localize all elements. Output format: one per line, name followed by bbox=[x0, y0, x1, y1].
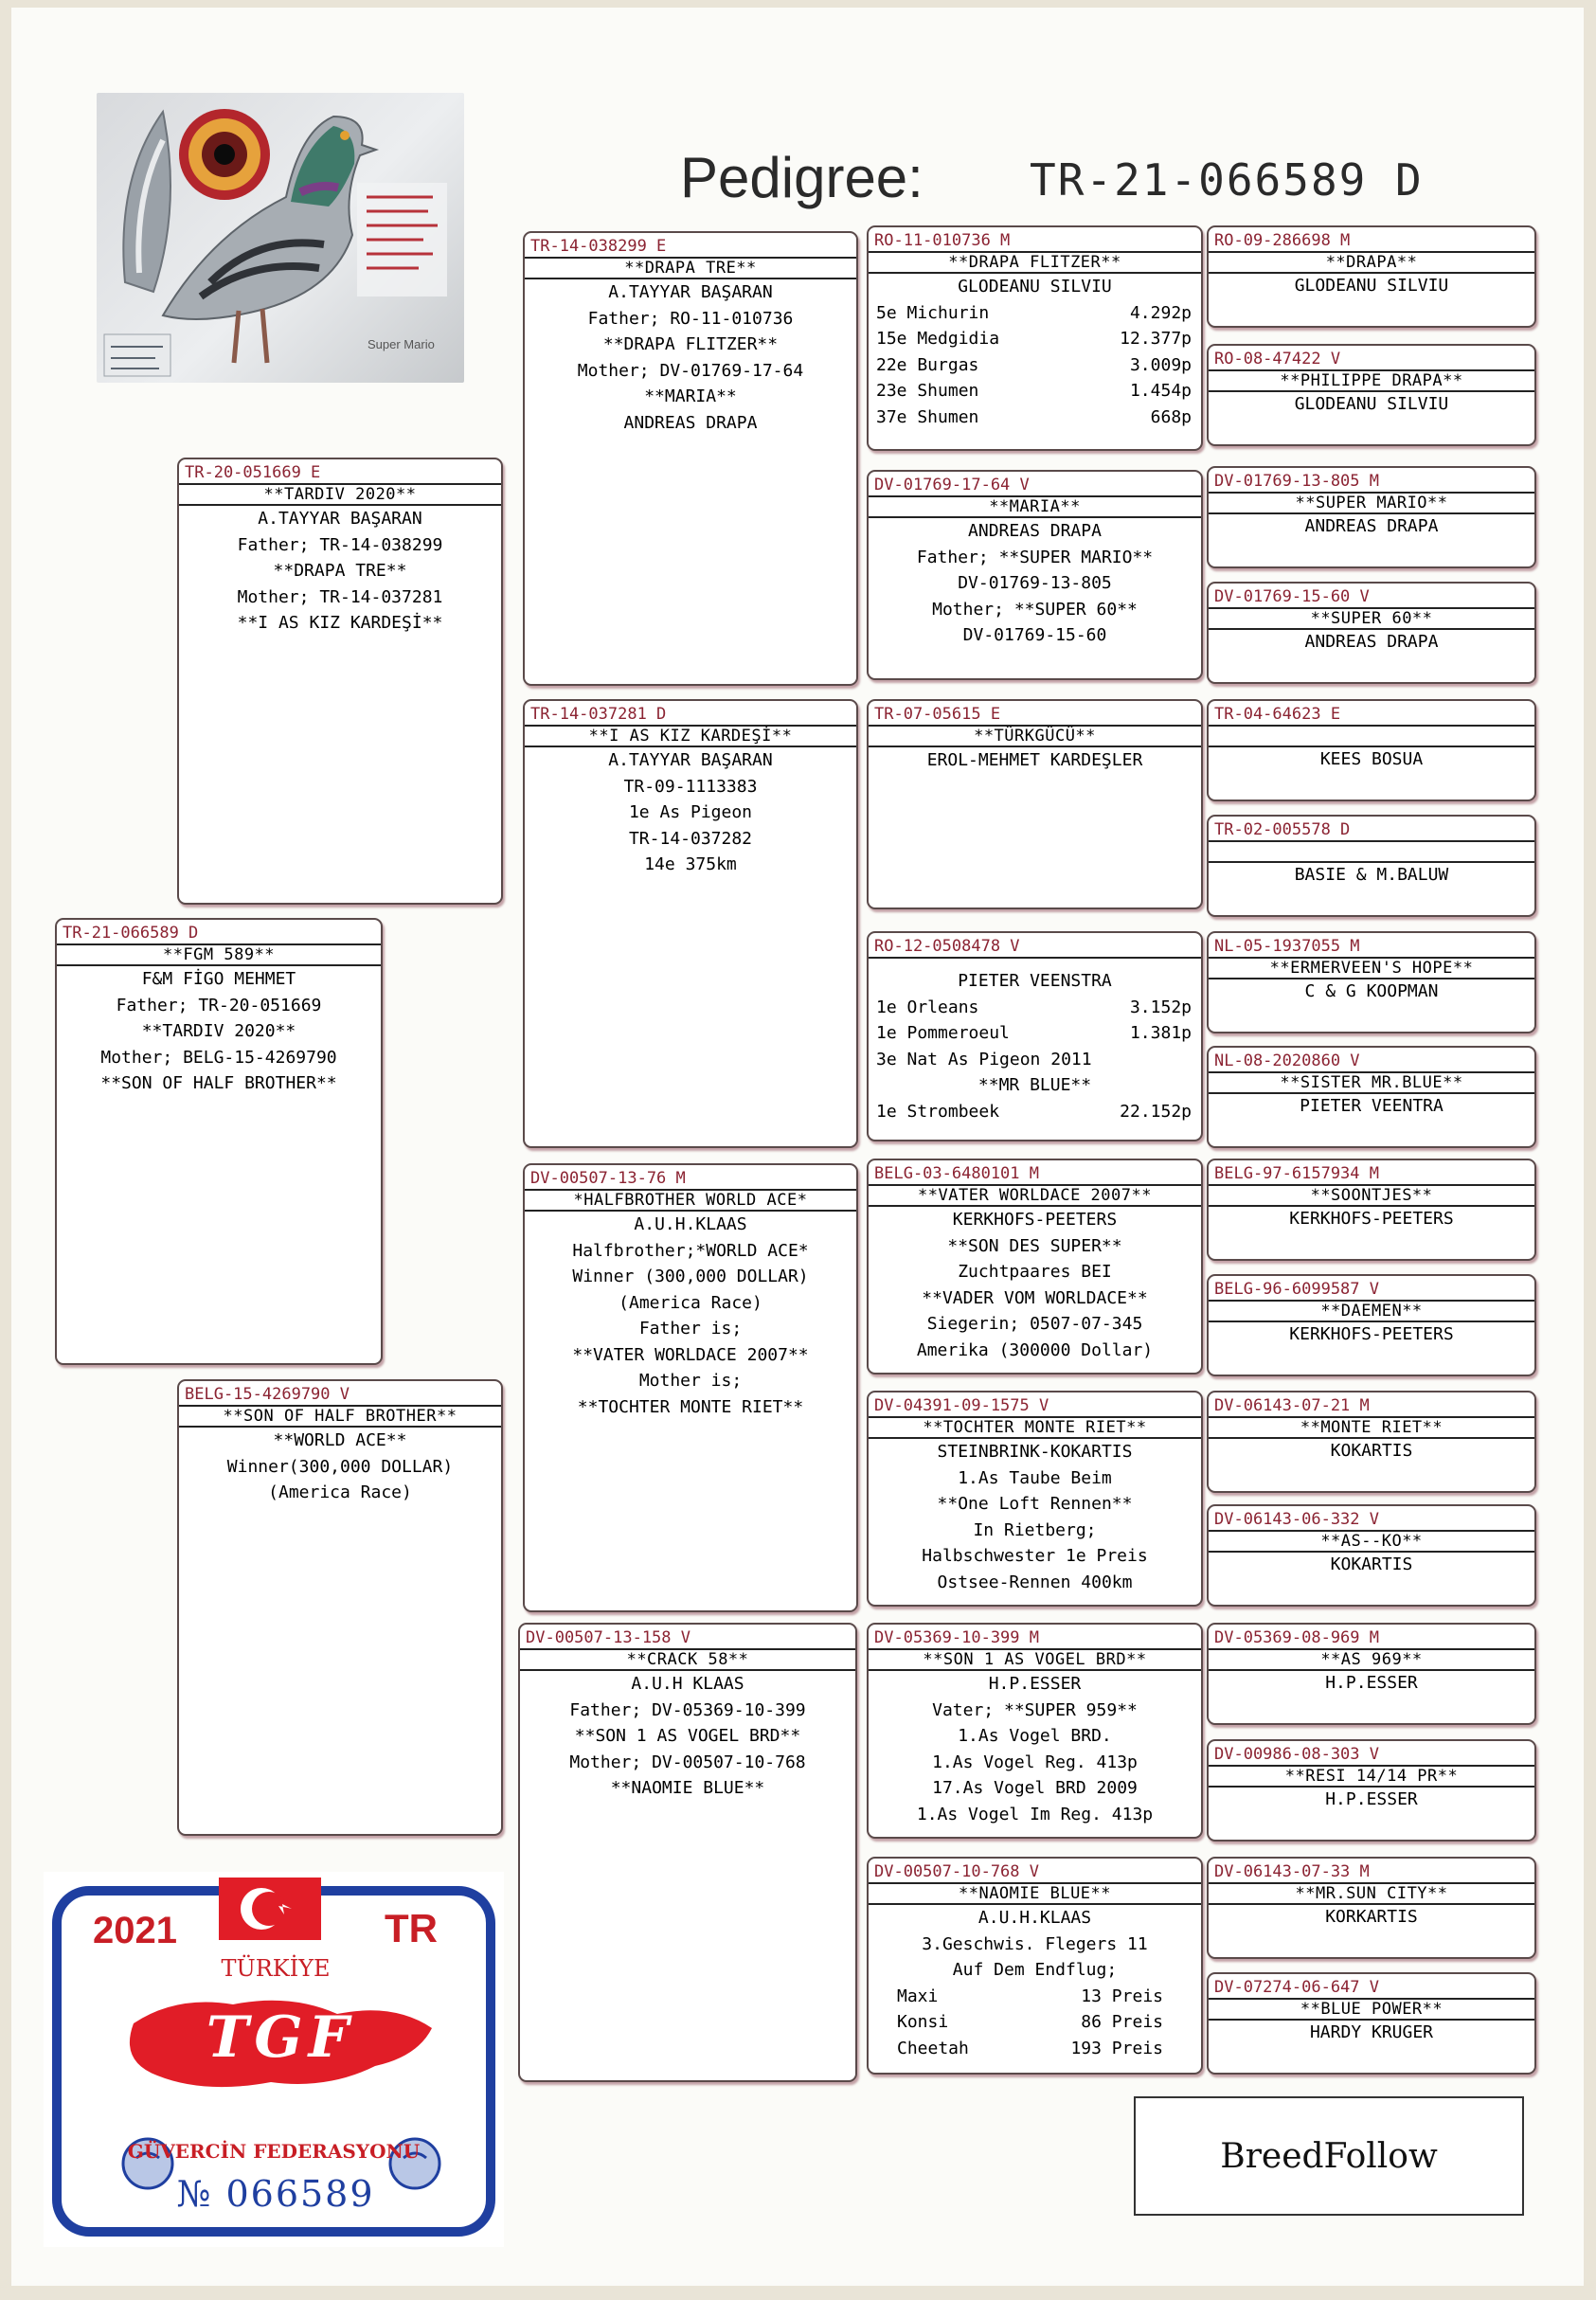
breeder: ANDREAS DRAPA bbox=[1304, 632, 1439, 652]
ring-number: TR-20-051669 E bbox=[185, 463, 321, 482]
breeder: GLODEANU SILVIU bbox=[1294, 276, 1449, 296]
breeder: ANDREAS DRAPA bbox=[1304, 516, 1439, 536]
pigeon-name: **DAEMEN** bbox=[1209, 1300, 1534, 1322]
ring-number: DV-00507-10-768 V bbox=[874, 1862, 1039, 1881]
gggp-card bbox=[1207, 1623, 1536, 1725]
info-line: Halbschwester 1e Preis bbox=[922, 1546, 1148, 1566]
stamp-federation: GÜVERCİN FEDERASYONU bbox=[127, 2140, 421, 2163]
gggp-card bbox=[1207, 1391, 1536, 1493]
ggp-card-mfm bbox=[867, 1391, 1203, 1607]
breeder: PIETER VEENTRA bbox=[1300, 1096, 1444, 1116]
federation-stamp bbox=[44, 1872, 504, 2247]
ring-number: BELG-96-6099587 V bbox=[1214, 1280, 1379, 1299]
info-line: 14e 375km bbox=[644, 854, 737, 874]
pigeon-name: **SUPER MARIO** bbox=[1209, 492, 1534, 514]
pigeon-name: **SOONTJES** bbox=[1209, 1184, 1534, 1207]
pigeon-name: **FGM 589** bbox=[57, 943, 381, 966]
info-line: Father; TR-14-038299 bbox=[237, 534, 443, 555]
info-line: Siegerin; 0507-07-345 bbox=[926, 1314, 1143, 1334]
race-result: 5e Michurin 4.292p bbox=[876, 302, 1192, 323]
stamp-country-code: TR bbox=[385, 1906, 438, 1950]
race-result: 1e Pommeroeul 1.381p bbox=[876, 1023, 1192, 1043]
gggp-card bbox=[1207, 466, 1536, 568]
stamp-year: 2021 bbox=[93, 1910, 177, 1951]
info-line: Father; RO-11-010736 bbox=[587, 308, 794, 329]
ring-number: DV-06143-07-33 M bbox=[1214, 1862, 1370, 1881]
info-line: TR-14-037282 bbox=[628, 828, 753, 849]
info-line: GLODEANU SILVIU bbox=[958, 277, 1112, 296]
pigeon-name: **RESI 14/14 PR** bbox=[1209, 1765, 1534, 1788]
father-card bbox=[177, 458, 503, 905]
gggp-card bbox=[1207, 1504, 1536, 1607]
ring-number: BELG-15-4269790 V bbox=[185, 1385, 350, 1404]
info-line: **MARIA** bbox=[644, 386, 737, 406]
pigeon-name: **AS--KO** bbox=[1209, 1530, 1534, 1553]
info-line: (America Race) bbox=[619, 1292, 762, 1313]
info-line: Winner (300,000 DOLLAR) bbox=[572, 1267, 809, 1286]
info-line: Vater; **SUPER 959** bbox=[932, 1699, 1138, 1720]
gggp-card bbox=[1207, 1739, 1536, 1842]
ring-number: DV-01769-17-64 V bbox=[874, 476, 1030, 494]
pigeon-name: **SUPER 60** bbox=[1209, 607, 1534, 630]
info-line: 1e As Pigeon bbox=[628, 802, 753, 822]
ring-number: DV-07274-06-647 V bbox=[1214, 1978, 1379, 1997]
ggp-card-fff bbox=[867, 225, 1203, 451]
breeder: KERKHOFS-PEETERS bbox=[1289, 1209, 1454, 1229]
ring-number: NL-05-1937055 M bbox=[1214, 937, 1360, 956]
pigeon-name: **I AS KIZ KARDEŞİ** bbox=[525, 725, 856, 747]
photo-caption: Super Mario bbox=[368, 337, 435, 351]
gggp-card bbox=[1207, 931, 1536, 1033]
info-line: (America Race) bbox=[268, 1482, 412, 1502]
info-line: Father; **SUPER MARIO** bbox=[916, 547, 1154, 567]
info-line: **TARDIV 2020** bbox=[141, 1021, 296, 1041]
paternal-grandfather-card bbox=[523, 231, 858, 686]
subject-card bbox=[55, 918, 383, 1365]
info-line: A.U.H.KLAAS bbox=[977, 1908, 1092, 1928]
ring-number: DV-00507-13-76 M bbox=[530, 1169, 686, 1188]
breeder: KOKARTIS bbox=[1330, 1441, 1413, 1461]
info-line: **One Loft Rennen** bbox=[937, 1494, 1133, 1514]
gggp-card bbox=[1207, 1274, 1536, 1376]
pigeon-name: **NAOMIE BLUE** bbox=[869, 1882, 1201, 1905]
info-line: Mother; **SUPER 60** bbox=[932, 599, 1138, 620]
info-line: H.P.ESSER bbox=[988, 1674, 1082, 1694]
race-result: 22e Burgas 3.009p bbox=[876, 354, 1192, 375]
race-result: 37e Shumen 668p bbox=[876, 406, 1192, 427]
race-result: 3e Nat As Pigeon 2011 bbox=[876, 1049, 1092, 1069]
ring-number: TR-02-005578 D bbox=[1214, 820, 1351, 839]
gggp-card bbox=[1207, 582, 1536, 684]
breeder: KERKHOFS-PEETERS bbox=[1289, 1324, 1454, 1344]
info-line: Mother is; bbox=[638, 1371, 743, 1391]
pigeon-name: *HALFBROTHER WORLD ACE* bbox=[525, 1189, 856, 1212]
ring-number: DV-00507-13-158 V bbox=[526, 1628, 690, 1647]
ring-number: DV-05369-08-969 M bbox=[1214, 1628, 1379, 1647]
page-title: Pedigree: bbox=[680, 146, 924, 209]
info-line: A.TAYYAR BAŞARAN bbox=[608, 282, 773, 302]
info-line: 1.As Vogel BRD. bbox=[958, 1726, 1112, 1746]
race-result: Cheetah 193 Preis bbox=[897, 2038, 1163, 2058]
ring-number: DV-06143-07-21 M bbox=[1214, 1396, 1370, 1415]
subject-ring-number: TR-21-066589 D bbox=[1030, 154, 1424, 206]
race-result: 15e Medgidia 12.377p bbox=[876, 329, 1192, 349]
info-line: **VATER WORLDACE 2007** bbox=[572, 1344, 809, 1365]
info-line: **MR BLUE** bbox=[977, 1075, 1092, 1095]
ring-number: DV-04391-09-1575 V bbox=[874, 1396, 1049, 1415]
gggp-card bbox=[1207, 1046, 1536, 1148]
info-line: Zuchtpaares BEI bbox=[958, 1262, 1112, 1282]
gggp-card bbox=[1207, 1857, 1536, 1959]
breeder: GLODEANU SILVIU bbox=[1294, 394, 1449, 414]
info-line: **I AS KIZ KARDEŞİ** bbox=[237, 613, 443, 633]
ring-number: DV-00986-08-303 V bbox=[1214, 1745, 1379, 1764]
breeder: C & G KOOPMAN bbox=[1304, 981, 1439, 1001]
race-result: 23e Shumen 1.454p bbox=[876, 381, 1192, 401]
info-line: ANDREAS DRAPA bbox=[968, 521, 1102, 541]
breeder: H.P.ESSER bbox=[1325, 1673, 1418, 1693]
info-line: **NAOMIE BLUE** bbox=[610, 1778, 765, 1798]
race-result: 1e Orleans 3.152p bbox=[876, 997, 1192, 1017]
info-line: In Rietberg; bbox=[973, 1519, 1097, 1540]
pedigree-sheet bbox=[11, 8, 1584, 2286]
info-line: **DRAPA FLITZER** bbox=[602, 334, 779, 354]
pigeon-name: **SON 1 AS VOGEL BRD** bbox=[869, 1648, 1201, 1671]
race-result: 1e Strombeek 22.152p bbox=[876, 1101, 1192, 1122]
pigeon-name: **DRAPA FLITZER** bbox=[869, 251, 1201, 274]
breeder: HARDY KRUGER bbox=[1309, 2022, 1434, 2042]
info-line: **TOCHTER MONTE RIET** bbox=[577, 1396, 804, 1417]
ring-number: BELG-97-6157934 M bbox=[1214, 1164, 1379, 1183]
info-line: **DRAPA TRE** bbox=[273, 561, 407, 581]
gggp-card bbox=[1207, 1972, 1536, 2075]
ring-number: TR-07-05615 E bbox=[874, 705, 1001, 724]
pigeon-name: **PHILIPPE DRAPA** bbox=[1209, 369, 1534, 392]
pigeon-name: **DRAPA** bbox=[1209, 251, 1534, 274]
info-line: Mother; BELG-15-4269790 bbox=[100, 1047, 337, 1068]
ring-number: DV-01769-15-60 V bbox=[1214, 587, 1370, 606]
info-line: DV-01769-15-60 bbox=[962, 625, 1107, 645]
pigeon-name bbox=[1209, 840, 1534, 863]
pigeon-name bbox=[1209, 725, 1534, 747]
info-line: Ostsee-Rennen 400km bbox=[937, 1572, 1133, 1592]
info-line: Mother; DV-00507-10-768 bbox=[569, 1752, 806, 1772]
ring-number: DV-05369-10-399 M bbox=[874, 1628, 1039, 1647]
ring-number: RO-09-286698 M bbox=[1214, 231, 1351, 250]
info-line: **VADER VOM WORLDACE** bbox=[922, 1287, 1148, 1308]
info-line: **SON 1 AS VOGEL BRD** bbox=[574, 1726, 801, 1746]
ring-number: RO-08-47422 V bbox=[1214, 350, 1341, 368]
ring-number: RO-11-010736 M bbox=[874, 231, 1011, 250]
info-line: A.U.H KLAAS bbox=[631, 1674, 744, 1694]
info-line: A.TAYYAR BAŞARAN bbox=[608, 750, 773, 770]
info-line: Father is; bbox=[638, 1319, 743, 1339]
stamp-logo-text: TGF bbox=[206, 2004, 355, 2071]
breeder: H.P.ESSER bbox=[1325, 1789, 1418, 1809]
info-line: 1.As Vogel Reg. 413p bbox=[932, 1752, 1138, 1772]
pigeon-name: **CRACK 58** bbox=[520, 1648, 855, 1671]
pigeon-name: **DRAPA TRE** bbox=[525, 257, 856, 279]
breeder: KORKARTIS bbox=[1325, 1907, 1418, 1927]
ggp-card-mmm bbox=[867, 1857, 1203, 2075]
maternal-grandmother-card bbox=[518, 1623, 857, 2082]
info-line: 17.As Vogel BRD 2009 bbox=[932, 1778, 1138, 1798]
ring-number: TR-14-038299 E bbox=[530, 237, 667, 256]
pigeon-photo bbox=[97, 93, 464, 383]
gggp-card bbox=[1207, 699, 1536, 801]
pigeon-name: **MARIA** bbox=[869, 495, 1201, 518]
ring-number: RO-12-0508478 V bbox=[874, 937, 1020, 956]
gggp-card bbox=[1207, 815, 1536, 917]
info-line: A.TAYYAR BAŞARAN bbox=[258, 509, 422, 529]
gggp-card bbox=[1207, 225, 1536, 328]
ring-number: TR-21-066589 D bbox=[63, 924, 199, 943]
pigeon-name: **ERMERVEEN'S HOPE** bbox=[1209, 957, 1534, 979]
ggp-card-fmf bbox=[867, 699, 1203, 909]
ggp-card-mmf bbox=[867, 1623, 1203, 1839]
pigeon-name: **SISTER MR.BLUE** bbox=[1209, 1071, 1534, 1094]
pigeon-name: **SON OF HALF BROTHER** bbox=[179, 1405, 501, 1428]
info-line: 3.Geschwis. Flegers 11 bbox=[922, 1933, 1148, 1954]
info-line: Father; TR-20-051669 bbox=[116, 995, 322, 1015]
info-line: A.U.H.KLAAS bbox=[634, 1214, 747, 1234]
breeder: KEES BOSUA bbox=[1319, 749, 1424, 769]
info-line: TR-09-1113383 bbox=[623, 776, 758, 797]
pigeon-name: **AS 969** bbox=[1209, 1648, 1534, 1671]
race-result: Konsi 86 Preis bbox=[897, 2012, 1163, 2032]
ggp-card-mff bbox=[867, 1159, 1203, 1375]
race-result: Maxi 13 Preis bbox=[897, 1986, 1163, 2006]
info-line: Mother; DV-01769-17-64 bbox=[577, 360, 804, 381]
info-line: DV-01769-13-805 bbox=[958, 573, 1112, 593]
pigeon-name: **TOCHTER MONTE RIET** bbox=[869, 1416, 1201, 1439]
ring-number: NL-08-2020860 V bbox=[1214, 1051, 1360, 1070]
stamp-number: № 066589 bbox=[176, 2173, 375, 2215]
ring-number: DV-01769-13-805 M bbox=[1214, 472, 1379, 491]
info-line: **SON DES SUPER** bbox=[947, 1235, 1122, 1256]
pigeon-name: **VATER WORLDACE 2007** bbox=[869, 1184, 1201, 1207]
info-line: STEINBRINK-KOKARTIS bbox=[937, 1442, 1133, 1462]
ring-number: TR-04-64623 E bbox=[1214, 705, 1341, 724]
gggp-card bbox=[1207, 1159, 1536, 1261]
breeder: KOKARTIS bbox=[1330, 1554, 1413, 1574]
info-line: Mother; TR-14-037281 bbox=[237, 586, 443, 607]
gggp-card bbox=[1207, 344, 1536, 446]
info-line: KERKHOFS-PEETERS bbox=[952, 1210, 1118, 1230]
info-line: EROL-MEHMET KARDEŞLER bbox=[926, 750, 1143, 770]
info-line: **SON OF HALF BROTHER** bbox=[100, 1073, 337, 1093]
info-line: ANDREAS DRAPA bbox=[623, 412, 758, 433]
ggp-card-fmm bbox=[867, 931, 1203, 1141]
pigeon-name: **TARDIV 2020** bbox=[179, 483, 501, 506]
stamp-country: TÜRKİYE bbox=[221, 1955, 331, 1982]
info-line: 1.As Taube Beim bbox=[958, 1467, 1112, 1488]
info-line: Father; DV-05369-10-399 bbox=[569, 1699, 806, 1720]
info-line: 1.As Vogel Im Reg. 413p bbox=[916, 1804, 1154, 1824]
info-line: Winner(300,000 DOLLAR) bbox=[226, 1456, 454, 1477]
info-line: **WORLD ACE** bbox=[273, 1430, 407, 1450]
ring-number: DV-06143-06-332 V bbox=[1214, 1510, 1379, 1529]
ggp-card-ffm bbox=[867, 470, 1203, 680]
pigeon-name: **MR.SUN CITY** bbox=[1209, 1882, 1534, 1905]
pigeon-name: **TÜRKGÜCÜ** bbox=[869, 725, 1201, 747]
pigeon-name: **MONTE RIET** bbox=[1209, 1416, 1534, 1439]
pigeon-name: **BLUE POWER** bbox=[1209, 1998, 1534, 2021]
paternal-grandmother-card bbox=[523, 699, 858, 1148]
ring-number: BELG-03-6480101 M bbox=[874, 1164, 1039, 1183]
info-line: Halfbrother;*WORLD ACE* bbox=[572, 1240, 809, 1261]
info-line: PIETER VEENSTRA bbox=[958, 971, 1112, 991]
breeder: BASIE & M.BALUW bbox=[1294, 865, 1449, 885]
brand-box: BreedFollow bbox=[1134, 2096, 1524, 2216]
mother-card bbox=[177, 1379, 503, 1836]
ring-number: TR-14-037281 D bbox=[530, 705, 667, 724]
info-line: F&M FİGO MEHMET bbox=[141, 969, 296, 989]
info-line: Amerika (300000 Dollar) bbox=[916, 1339, 1154, 1360]
maternal-grandfather-card bbox=[523, 1163, 858, 1612]
info-line: Auf Dem Endflug; bbox=[952, 1960, 1118, 1980]
